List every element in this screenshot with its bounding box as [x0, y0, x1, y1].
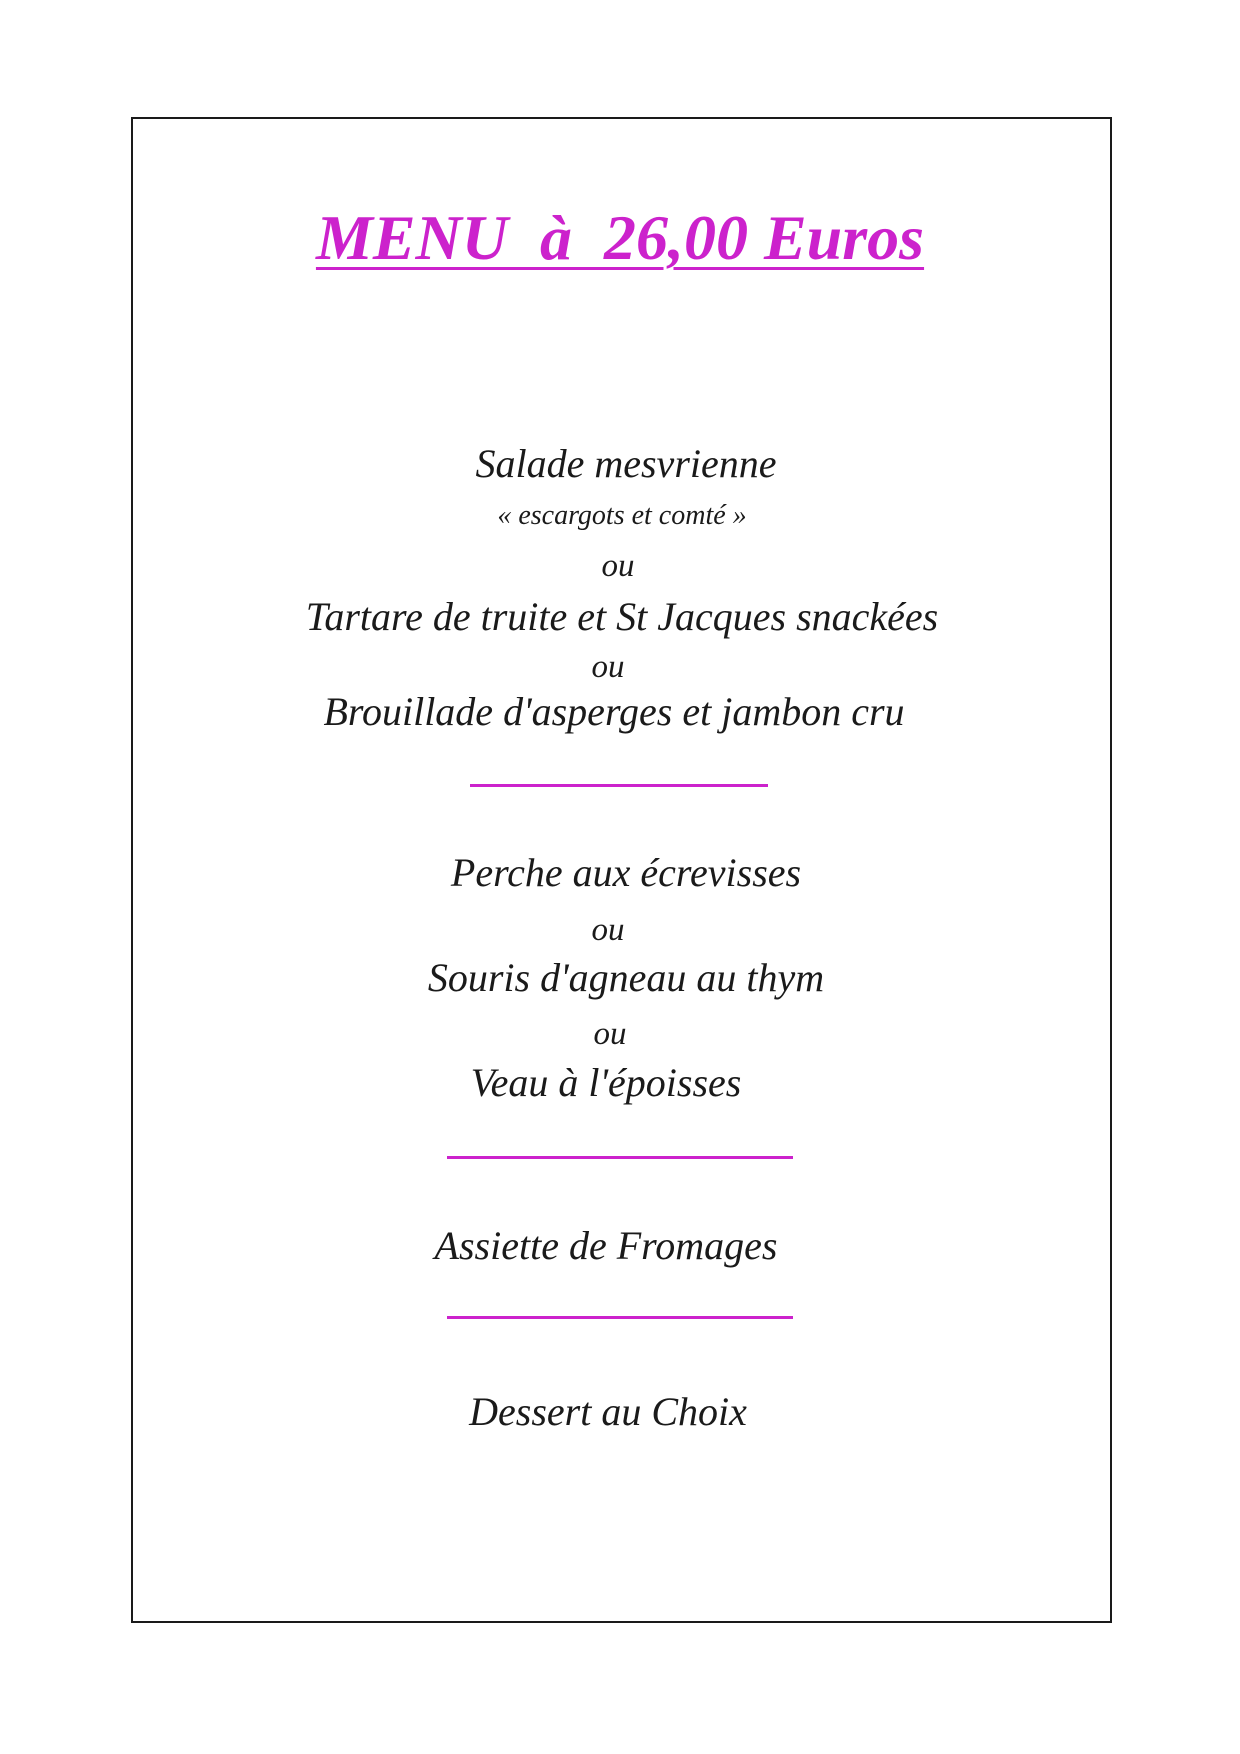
starter-item-3: Brouillade d'asperges et jambon cru	[323, 689, 905, 734]
separator-starters	[470, 784, 768, 787]
main-item-2: Souris d'agneau au thym	[427, 955, 825, 1000]
starter-item-2: Tartare de truite et St Jacques snackées	[305, 594, 939, 639]
cheese-item: Assiette de Fromages	[434, 1223, 778, 1268]
separator-cheese	[447, 1316, 793, 1319]
starter-or-1: ou	[601, 548, 635, 584]
starter-item-1: Salade mesvrienne	[475, 441, 777, 486]
starter-item-1-note: « escargots et comté »	[497, 500, 747, 531]
main-or-1: ou	[591, 912, 625, 948]
main-or-2: ou	[593, 1016, 627, 1052]
dessert-item: Dessert au Choix	[469, 1389, 747, 1434]
main-item-3: Veau à l'époisses	[470, 1060, 742, 1105]
main-item-1: Perche aux écrevisses	[450, 850, 802, 895]
separator-mains	[447, 1156, 793, 1159]
menu-title: MENU à 26,00 Euros	[315, 202, 925, 273]
starter-or-2: ou	[591, 649, 625, 685]
